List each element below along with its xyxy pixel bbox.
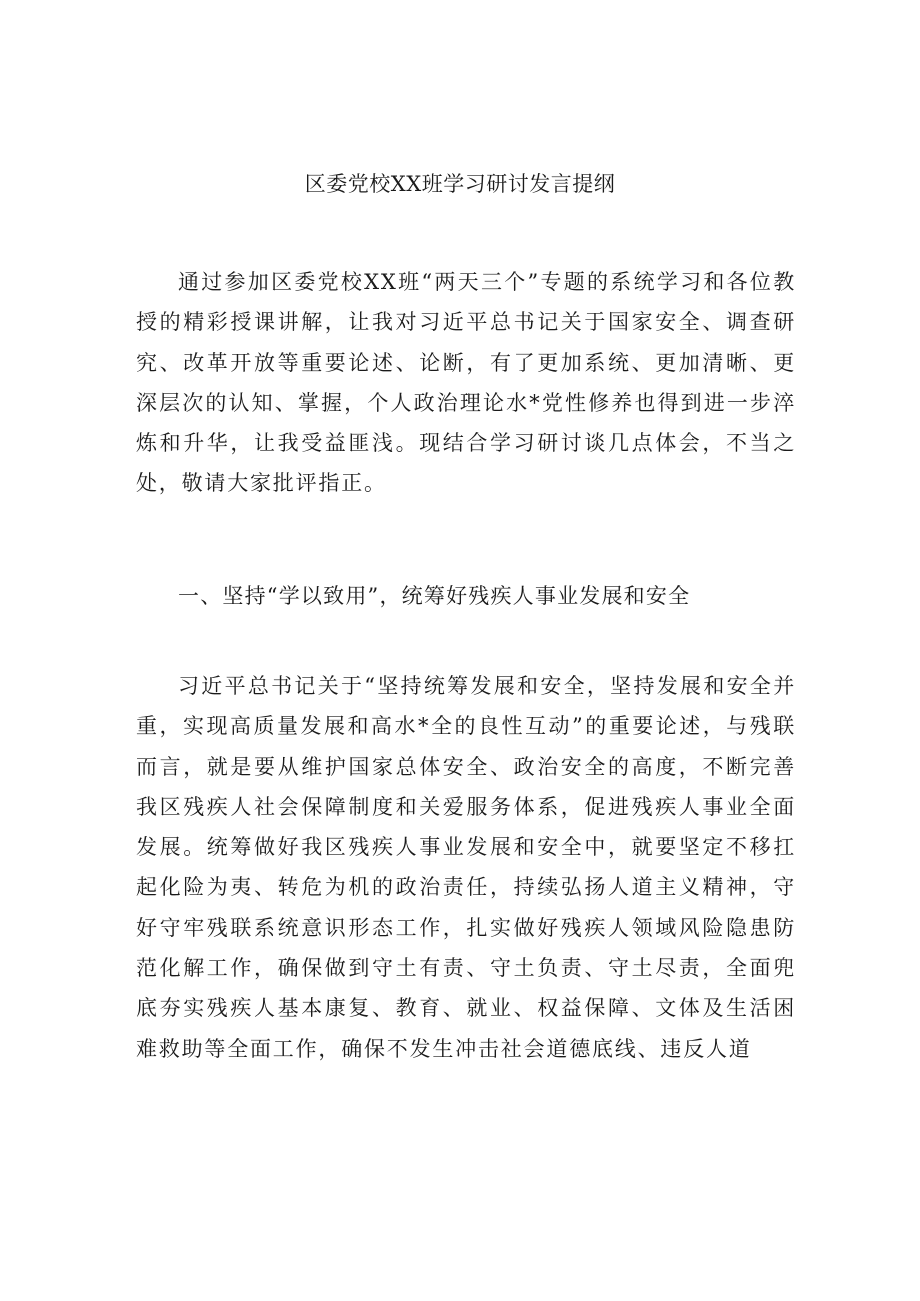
document-title: 区委党校XX班学习研讨发言提纲 [304, 172, 616, 196]
section-paragraph: 习近平总书记关于“坚持统筹发展和安全，坚持发展和安全并重，实现高质量发展和高水*全的良性互动”的重要论述，与残联而言，就是要从维护国家总体安全、政治安全的高度，不断完善我区残疾人社会保障制度和关爱服务体系，促进残疾人事业全面发展。统筹做好我区残疾人事业发展和安全中，就要坚定不移扛起化险为夷、转危为机的政治责任，持续弘扬人道主义精神，守好守牢残联系统意识形态工作，扎实做好残疾人领域风险隐患防范化解工作，确保做到守土有责、守土负责、守土尽责，全面兜底夯实残疾人基本康复、教育、就业、权益保障、文体及生活困难救助等全面工作，确保不发生冲击社会道德底线、违反人道 [136, 674, 796, 1061]
intro-paragraph: 通过参加区委党校XX班“两天三个”专题的系统学习和各位教授的精彩授课讲解，让我对习近平总书记关于国家安全、调查研究、改革开放等重要论述、论断，有了更加系统、更加清晰、更深层次的认知、掌握，个人政治理论水*党性修养也得到进一步淬炼和升华，让我受益匪浅。现结合学习研讨谈几点体会，不当之处，敬请大家批评指正。 [136, 270, 796, 496]
section-heading: 一、坚持“学以致用”，统筹好残疾人事业发展和安全 [178, 584, 691, 608]
